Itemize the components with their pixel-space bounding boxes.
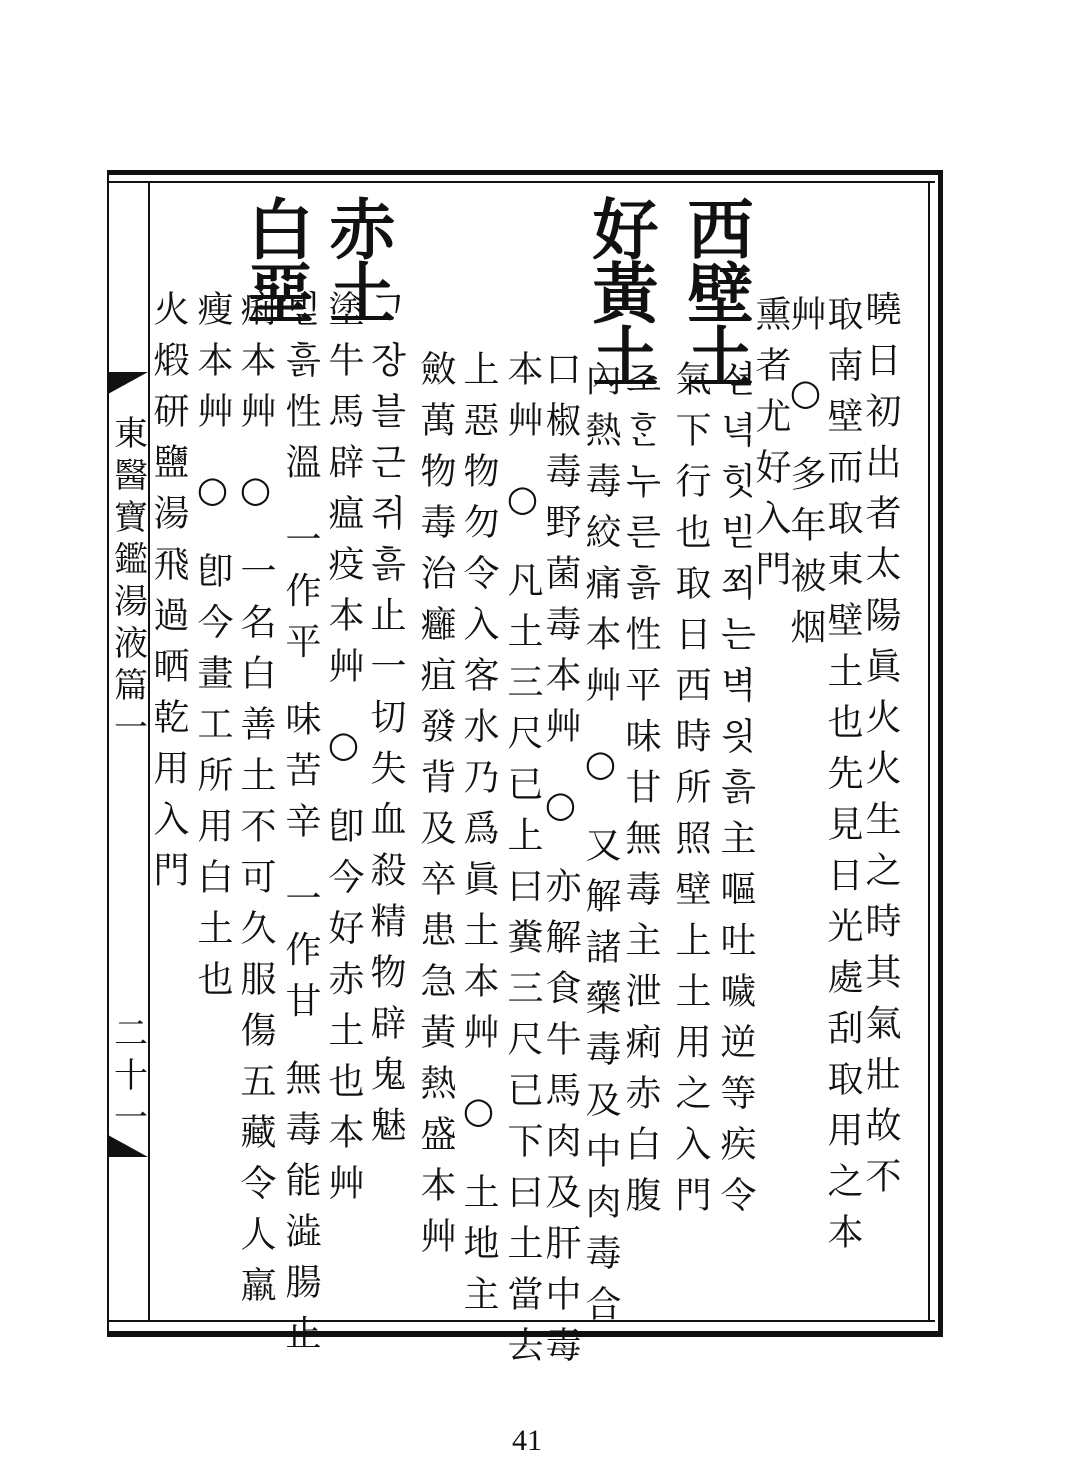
frame-right-outer <box>938 170 943 1337</box>
text-column: 氣下行也取日西時所照壁上土用之入門 <box>670 360 711 1227</box>
entry-heading: 西壁土 <box>676 195 754 387</box>
text-column: 熏者尤好入門 <box>750 295 791 601</box>
text-column: 瘦本艸 ○ 卽今畫工所用白土也 <box>192 290 233 1011</box>
fish-tail-lower-mark <box>108 1135 148 1157</box>
text-column: 取南壁而取東壁土也先見日光處刮取用之本 <box>822 295 863 1264</box>
fish-tail-upper-mark <box>108 372 148 394</box>
margin-folio-number: 二十一 <box>107 1015 148 1141</box>
text-column: 셛녁힛빋쬐는벽읫흙主嘔吐噦逆等疾令 <box>715 360 756 1227</box>
margin-book-title: 東醫寶鑑湯液篇一 <box>107 415 148 751</box>
text-column: ᄀᆞ장블근쥐흙止一切失血殺精物辟鬼魅 <box>365 290 406 1157</box>
text-column: 內熱毒絞痛本艸 ○ 又解諸藥毒及中肉毒合 <box>580 360 621 1336</box>
text-column: 塗牛馬辟瘟疫本艸 ○ 卽今好赤土也本艸 <box>323 290 364 1215</box>
entry-heading: 好黃土 <box>581 195 659 387</box>
text-column: 빋흙性溫 一作平 味苦辛 一作甘 無毒能澁腸止 <box>280 290 321 1365</box>
text-column: 痢本艸 ○ 一名白善土不可久服傷五藏令人羸 <box>235 290 276 1317</box>
text-column: 口椒毒野菌毒本艸 ○ 亦解食牛馬肉及肝中毒 <box>540 350 581 1377</box>
text-column: 上惡物勿令入客水乃爲眞土本艸 ○ 土地主 <box>458 350 499 1326</box>
text-column: 艸 ○ 多年被烟 <box>785 295 826 659</box>
entry-heading: 赤土 <box>318 195 396 323</box>
text-column: 斂萬物毒治癰疽發背及卒患急黃熱盛本艸 <box>415 350 456 1268</box>
text-column: 曉日初出者太陽眞火火生之時其氣壯故不 <box>860 290 901 1208</box>
frame-top-outer <box>107 170 943 175</box>
entry-heading: 白堊 <box>236 195 314 323</box>
text-column: 火煅研鹽湯飛過晒乾用入門 <box>148 290 189 902</box>
page-number: 41 <box>512 1424 542 1457</box>
frame-right-inner <box>928 181 930 1322</box>
frame-top-inner <box>107 181 935 183</box>
frame-left <box>107 170 109 1337</box>
text-column: 조ᄒᆞᆫ누른흙性平味甘無毒主泄痢赤白腹 <box>620 360 661 1227</box>
text-column: 本艸 ○ 凡土三尺已上曰糞三尺已下曰土當去 <box>502 350 543 1377</box>
